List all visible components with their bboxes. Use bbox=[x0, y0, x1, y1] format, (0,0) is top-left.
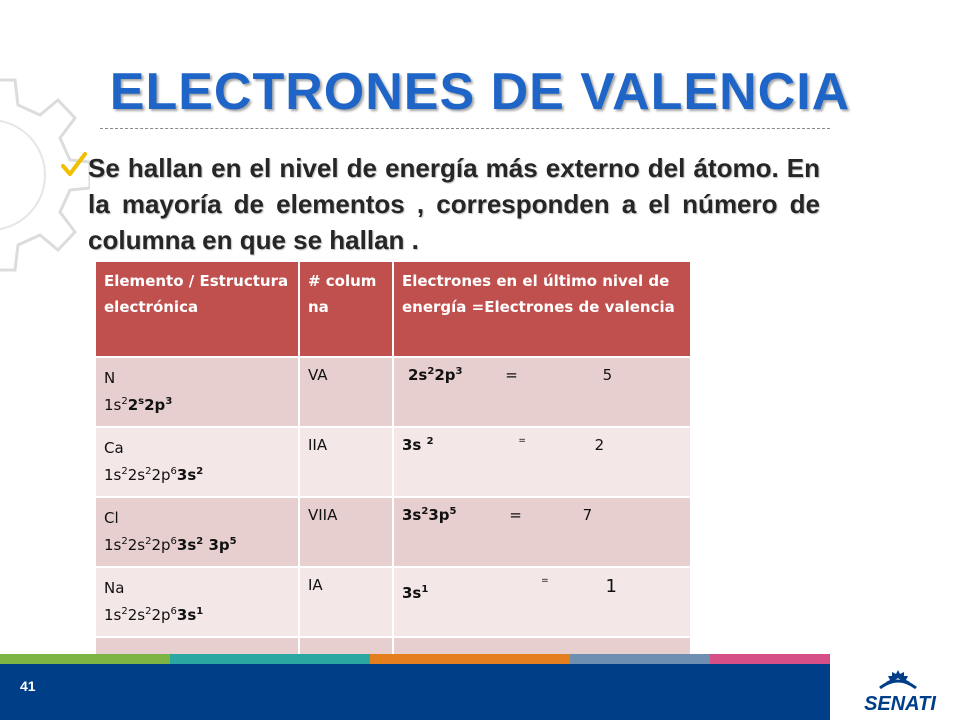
electrons-cell: 3s $^2$ = 2 bbox=[393, 427, 691, 497]
page-number: 41 bbox=[20, 678, 36, 694]
column-cell: IA bbox=[299, 567, 393, 637]
valence-table bbox=[94, 260, 692, 678]
valence-value: 2 bbox=[594, 436, 605, 454]
bullet-text: Se hallan en el nivel de energía más externo del átomo. En la mayoría de elementos , corresponden a el número de columna en que se hallan . bbox=[88, 153, 820, 255]
element-symbol: Cl bbox=[104, 509, 119, 527]
element-symbol: Ca bbox=[104, 439, 124, 457]
footer-bar bbox=[0, 664, 830, 720]
header-electrons: Electrones en el último nivel de energía =Electrones de valencia bbox=[393, 261, 691, 357]
column-cell: VIIA bbox=[299, 497, 393, 567]
table-row bbox=[95, 427, 691, 497]
table-row bbox=[95, 497, 691, 567]
element-cell bbox=[95, 357, 299, 427]
electron-config: $1s^22s^22p^63s^2$ bbox=[104, 466, 204, 484]
electrons-cell: $3s^23p^5 = 7$ bbox=[393, 497, 691, 567]
element-cell bbox=[95, 427, 299, 497]
table-row bbox=[95, 567, 691, 637]
element-cell bbox=[95, 497, 299, 567]
element-cell bbox=[95, 567, 299, 637]
header-element: Elemento / Estructura electrónica bbox=[95, 261, 299, 357]
header-column: # colum na bbox=[299, 261, 393, 357]
table-header-row bbox=[95, 261, 691, 357]
title-divider bbox=[100, 128, 830, 129]
checkmark-icon bbox=[60, 150, 88, 180]
logo-text: SENATI bbox=[864, 693, 936, 715]
electrons-cell: $2s^22p^3 = 5$ bbox=[393, 357, 691, 427]
table-row bbox=[95, 357, 691, 427]
page-title: ELECTRONES DE VALENCIA bbox=[109, 63, 851, 121]
column-cell: VA bbox=[299, 357, 393, 427]
footer-stripes bbox=[0, 654, 830, 664]
element-symbol: Na bbox=[104, 579, 125, 597]
column-cell: IIA bbox=[299, 427, 393, 497]
senati-logo-icon bbox=[840, 664, 960, 720]
valence-value: 1 bbox=[605, 576, 617, 597]
valence-value: 5 bbox=[602, 366, 613, 384]
valence-value: 7 bbox=[582, 506, 593, 524]
electron-config: $1s^22s^22p^63s^1$ bbox=[104, 606, 204, 624]
bullet-point bbox=[60, 150, 820, 258]
electron-config: $1s^22^s2p^3$ bbox=[104, 396, 173, 414]
electrons-cell: $3s^1 = 1$ bbox=[393, 567, 691, 637]
element-symbol: N bbox=[104, 369, 116, 387]
electron-config: $1s^22s^22p^63s^2$ $3p^5$ bbox=[104, 536, 237, 554]
